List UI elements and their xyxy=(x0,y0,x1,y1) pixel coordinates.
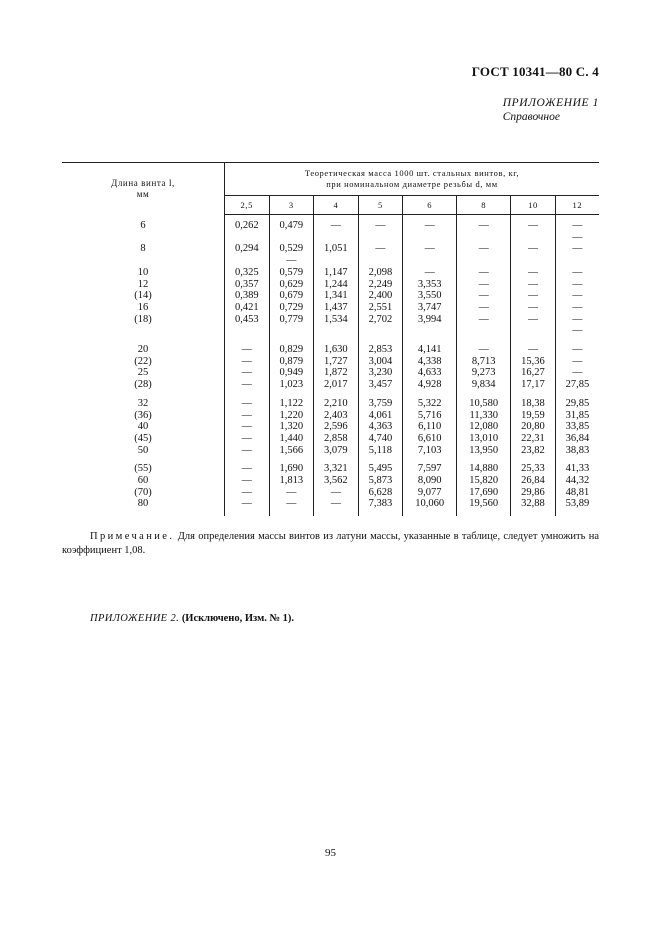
mass-cell: 8,713 xyxy=(457,356,511,368)
mass-cell: 4,633 xyxy=(403,367,457,379)
diameter-header-cell: 2,5 xyxy=(225,196,270,215)
mass-cell: 5,118 xyxy=(358,445,403,457)
mass-cell: 3,550 xyxy=(403,290,457,302)
mass-cell: 4,338 xyxy=(403,356,457,368)
mass-cell: — xyxy=(314,487,359,499)
mass-cell: — xyxy=(241,379,252,391)
mass-cell: — xyxy=(457,314,511,326)
mass-cell: 5,716 xyxy=(403,410,457,422)
table-row xyxy=(62,410,599,422)
diameter-header-cell: 5 xyxy=(358,196,403,215)
mass-cell: 2,210 xyxy=(314,398,359,410)
spacer-cell xyxy=(511,391,556,398)
mass-cell: 2,400 xyxy=(358,290,403,302)
mass-cell: 3,230 xyxy=(358,367,403,379)
mass-cell: — xyxy=(457,220,511,232)
mass-cell: 0,679 xyxy=(269,290,314,302)
mass-cell xyxy=(358,255,403,267)
mass-cell: 41,33 xyxy=(555,463,599,475)
mass-cell: — xyxy=(241,432,252,444)
mass-cell: 10,060 xyxy=(403,498,457,510)
length-cell: 80 xyxy=(62,498,225,510)
spacer-cell xyxy=(269,456,314,463)
mass-cell: 53,89 xyxy=(555,498,599,510)
length-cell: 10 xyxy=(62,267,225,279)
mass-table xyxy=(62,162,599,516)
mass-cell: — xyxy=(241,344,252,356)
spacer-cell xyxy=(269,391,314,398)
length-cell: 50 xyxy=(62,445,225,457)
mass-cell: — xyxy=(555,314,599,326)
mass-cell: — xyxy=(555,356,599,368)
spacer-cell xyxy=(269,337,314,344)
spacer-cell xyxy=(314,391,359,398)
mass-cell: 0,294 xyxy=(234,243,259,255)
length-cell xyxy=(62,232,225,244)
table-row xyxy=(62,367,599,379)
mass-cell: — xyxy=(511,344,556,356)
mass-cell: 0,949 xyxy=(269,367,314,379)
mass-cell xyxy=(269,325,314,337)
mass-cell: 0,529 xyxy=(269,243,314,255)
mass-cell: — xyxy=(403,267,457,279)
length-cell: 16 xyxy=(62,302,225,314)
spacer-cell xyxy=(358,391,403,398)
mass-cell: 32,88 xyxy=(511,498,556,510)
length-header xyxy=(62,163,225,215)
mass-cell: 33,85 xyxy=(555,421,599,433)
mass-cell: 19,59 xyxy=(511,410,556,422)
mass-header-line1: Теоретическая масса 1000 шт. стальных винтов, кг, xyxy=(304,168,520,178)
length-cell: (45) xyxy=(62,433,225,445)
appendix-2 xyxy=(90,613,294,624)
table-row xyxy=(62,325,599,337)
spacer-cell xyxy=(403,391,457,398)
appendix-2-text: (Исключено, Изм. № 1). xyxy=(181,613,295,624)
mass-cell: 1,023 xyxy=(269,379,314,391)
mass-table-body xyxy=(62,215,599,517)
mass-cell: 2,858 xyxy=(314,433,359,445)
spacer-cell xyxy=(555,510,599,516)
mass-cell: — xyxy=(241,486,252,498)
mass-cell: — xyxy=(241,397,252,409)
mass-cell: — xyxy=(555,267,599,279)
mass-cell xyxy=(555,255,599,267)
mass-cell: 6,610 xyxy=(403,433,457,445)
mass-cell: 1,147 xyxy=(314,267,359,279)
appendix-1-subtitle: Справочное xyxy=(502,111,560,123)
length-cell: 20 xyxy=(62,344,225,356)
mass-cell: 1,220 xyxy=(269,410,314,422)
mass-cell xyxy=(225,255,270,267)
mass-cell: 0,629 xyxy=(269,279,314,291)
mass-cell: 1,440 xyxy=(269,433,314,445)
length-cell: (22) xyxy=(62,356,225,368)
mass-cell: — xyxy=(555,279,599,291)
spacer-cell xyxy=(358,456,403,463)
mass-cell: — xyxy=(555,290,599,302)
mass-cell: — xyxy=(241,475,252,487)
spacer-cell xyxy=(314,510,359,516)
mass-cell xyxy=(511,232,556,244)
mass-cell: 12,080 xyxy=(457,421,511,433)
mass-cell: — xyxy=(269,255,314,267)
page-number: 95 xyxy=(325,847,336,859)
spacer-cell xyxy=(62,456,225,463)
appendix-1-title: ПРИЛОЖЕНИЕ 1 xyxy=(502,97,599,109)
mass-cell: 16,27 xyxy=(511,367,556,379)
mass-cell: 48,81 xyxy=(555,487,599,499)
table-row xyxy=(62,232,599,244)
spacer-cell xyxy=(403,510,457,516)
length-cell: 25 xyxy=(62,367,225,379)
mass-cell: — xyxy=(241,409,252,421)
table-row xyxy=(62,475,599,487)
mass-header-line2: при номинальном диаметре резьбы d, мм xyxy=(326,179,498,189)
note-text: Для определения массы винтов из латуни массы, указанные в таблице, следует умножить на коэффициент 1,08. xyxy=(62,531,600,556)
mass-cell: — xyxy=(555,325,599,337)
mass-cell: 7,597 xyxy=(403,463,457,475)
length-cell: 60 xyxy=(62,475,225,487)
mass-header xyxy=(225,163,600,196)
length-cell: 6 xyxy=(62,220,225,232)
mass-cell: 3,562 xyxy=(314,475,359,487)
table-row xyxy=(62,290,599,302)
mass-cell: — xyxy=(314,220,359,232)
mass-cell: — xyxy=(511,243,556,255)
mass-cell: — xyxy=(511,267,556,279)
mass-cell xyxy=(358,232,403,244)
mass-cell: 9,077 xyxy=(403,487,457,499)
mass-cell xyxy=(511,325,556,337)
mass-cell: 38,83 xyxy=(555,445,599,457)
spacer-cell xyxy=(457,510,511,516)
mass-cell: — xyxy=(457,267,511,279)
mass-cell: 4,061 xyxy=(358,410,403,422)
mass-cell: 10,580 xyxy=(457,398,511,410)
table-row xyxy=(62,433,599,445)
mass-cell: — xyxy=(555,344,599,356)
length-header-line1: Длина винта l, xyxy=(111,177,175,188)
mass-cell: 3,759 xyxy=(358,398,403,410)
mass-cell: 14,880 xyxy=(457,463,511,475)
mass-cell: — xyxy=(511,290,556,302)
mass-cell: 2,702 xyxy=(358,314,403,326)
spacer-cell xyxy=(358,337,403,344)
table-row xyxy=(62,279,599,291)
length-cell: (18) xyxy=(62,314,225,326)
mass-cell: 13,010 xyxy=(457,433,511,445)
mass-cell: 1,566 xyxy=(269,445,314,457)
mass-cell: 26,84 xyxy=(511,475,556,487)
spacer-cell xyxy=(225,391,270,398)
mass-cell xyxy=(358,325,403,337)
standard-header: ГОСТ 10341—80 С. 4 xyxy=(471,64,599,79)
diameter-header-cell: 3 xyxy=(269,196,314,215)
mass-cell: 2,403 xyxy=(314,410,359,422)
spacer-cell xyxy=(457,337,511,344)
mass-cell xyxy=(403,232,457,244)
spacer-cell xyxy=(225,337,270,344)
mass-cell xyxy=(269,232,314,244)
mass-cell: 18,38 xyxy=(511,398,556,410)
mass-cell: 0,357 xyxy=(234,278,259,290)
mass-cell: 5,322 xyxy=(403,398,457,410)
mass-cell: 4,363 xyxy=(358,421,403,433)
mass-cell: — xyxy=(555,367,599,379)
mass-cell: 20,80 xyxy=(511,421,556,433)
mass-cell: 6,110 xyxy=(403,421,457,433)
mass-cell: 22,31 xyxy=(511,433,556,445)
mass-cell: 3,004 xyxy=(358,356,403,368)
mass-cell: 31,85 xyxy=(555,410,599,422)
spacer-row xyxy=(62,510,599,516)
mass-cell: 0,262 xyxy=(234,220,259,231)
mass-cell: 19,560 xyxy=(457,498,511,510)
mass-cell: 0,453 xyxy=(234,313,259,325)
mass-cell: — xyxy=(457,279,511,291)
mass-cell: 0,579 xyxy=(269,267,314,279)
appendix-2-title: ПРИЛОЖЕНИЕ 2. xyxy=(90,613,180,624)
length-cell xyxy=(62,255,225,267)
table-row xyxy=(62,243,599,255)
note-label: Примечание. xyxy=(90,531,175,542)
mass-cell: — xyxy=(511,220,556,232)
mass-cell: — xyxy=(555,243,599,255)
spacer-cell xyxy=(62,391,225,398)
diameter-header-cell: 10 xyxy=(511,196,556,215)
mass-cell: 3,994 xyxy=(403,314,457,326)
table-row xyxy=(62,379,599,391)
mass-cell xyxy=(225,232,270,244)
table-row xyxy=(62,356,599,368)
mass-cell: 1,727 xyxy=(314,356,359,368)
table-row xyxy=(62,445,599,457)
length-cell: (28) xyxy=(62,379,225,391)
mass-cell: 2,596 xyxy=(314,421,359,433)
mass-cell: 7,103 xyxy=(403,445,457,457)
mass-cell: — xyxy=(269,487,314,499)
mass-cell: 9,273 xyxy=(457,367,511,379)
mass-cell: 1,872 xyxy=(314,367,359,379)
mass-cell: 1,341 xyxy=(314,290,359,302)
mass-cell: 1,534 xyxy=(314,314,359,326)
mass-cell: 13,950 xyxy=(457,445,511,457)
mass-cell xyxy=(511,255,556,267)
mass-cell: — xyxy=(403,243,457,255)
length-cell: (36) xyxy=(62,410,225,422)
table-row xyxy=(62,398,599,410)
spacer-cell xyxy=(269,510,314,516)
mass-cell: 0,421 xyxy=(234,301,259,313)
spacer-cell xyxy=(403,456,457,463)
mass-cell: 36,84 xyxy=(555,433,599,445)
mass-cell: 25,33 xyxy=(511,463,556,475)
mass-cell: — xyxy=(314,498,359,510)
diameter-header-cell: 4 xyxy=(314,196,359,215)
spacer-cell xyxy=(62,510,225,516)
table-note xyxy=(62,530,599,558)
length-cell: 12 xyxy=(62,279,225,291)
spacer-cell xyxy=(457,391,511,398)
mass-cell: 27,85 xyxy=(555,379,599,391)
mass-cell: — xyxy=(555,302,599,314)
length-cell: (14) xyxy=(62,290,225,302)
mass-cell: 0,879 xyxy=(269,356,314,368)
mass-cell: 29,85 xyxy=(555,398,599,410)
table-row xyxy=(62,463,599,475)
mass-cell: 9,834 xyxy=(457,379,511,391)
table-row xyxy=(62,421,599,433)
mass-cell: 0,829 xyxy=(269,344,314,356)
mass-cell xyxy=(314,325,359,337)
spacer-cell xyxy=(555,456,599,463)
length-header-line2: мм xyxy=(136,188,150,199)
mass-cell xyxy=(314,255,359,267)
mass-cell: 11,330 xyxy=(457,410,511,422)
mass-cell: — xyxy=(241,421,252,433)
mass-cell: 23,82 xyxy=(511,445,556,457)
mass-cell: 2,551 xyxy=(358,302,403,314)
spacer-cell xyxy=(225,510,270,516)
spacer-cell xyxy=(403,337,457,344)
mass-cell: — xyxy=(241,498,252,510)
mass-cell: 1,437 xyxy=(314,302,359,314)
mass-cell: 15,820 xyxy=(457,475,511,487)
spacer-cell xyxy=(225,456,270,463)
table-row xyxy=(62,314,599,326)
mass-cell xyxy=(403,325,457,337)
mass-cell xyxy=(403,255,457,267)
diameter-header-cell: 12 xyxy=(555,196,599,215)
mass-cell: 17,17 xyxy=(511,379,556,391)
mass-cell: — xyxy=(241,355,252,367)
mass-cell: — xyxy=(241,367,252,379)
mass-cell: 8,090 xyxy=(403,475,457,487)
mass-cell: 7,383 xyxy=(358,498,403,510)
mass-cell xyxy=(314,232,359,244)
mass-cell: 0,325 xyxy=(234,266,259,278)
mass-cell: — xyxy=(555,220,599,232)
mass-cell: 2,249 xyxy=(358,279,403,291)
length-cell: 32 xyxy=(62,398,225,410)
mass-cell xyxy=(457,232,511,244)
mass-cell: 1,051 xyxy=(314,243,359,255)
mass-cell: 3,321 xyxy=(314,463,359,475)
mass-cell: 4,928 xyxy=(403,379,457,391)
mass-cell: 5,873 xyxy=(358,475,403,487)
mass-cell xyxy=(457,255,511,267)
mass-cell: 1,630 xyxy=(314,344,359,356)
mass-cell xyxy=(225,325,270,337)
mass-cell xyxy=(457,325,511,337)
mass-cell: — xyxy=(358,243,403,255)
mass-cell: 1,813 xyxy=(269,475,314,487)
length-cell: (70) xyxy=(62,487,225,499)
mass-cell: — xyxy=(269,498,314,510)
mass-cell: 15,36 xyxy=(511,356,556,368)
mass-cell: — xyxy=(403,220,457,232)
mass-cell: — xyxy=(241,463,252,475)
mass-cell: — xyxy=(457,302,511,314)
mass-cell: 17,690 xyxy=(457,487,511,499)
mass-cell: 3,079 xyxy=(314,445,359,457)
spacer-row xyxy=(62,337,599,344)
table-row xyxy=(62,302,599,314)
mass-cell: 2,098 xyxy=(358,267,403,279)
mass-cell: — xyxy=(241,444,252,456)
mass-cell: — xyxy=(511,314,556,326)
table-row xyxy=(62,220,599,232)
table-row xyxy=(62,344,599,356)
mass-cell: — xyxy=(457,290,511,302)
mass-cell: 0,479 xyxy=(269,220,314,232)
spacer-cell xyxy=(314,456,359,463)
table-row xyxy=(62,255,599,267)
mass-cell: — xyxy=(457,243,511,255)
mass-cell: 29,86 xyxy=(511,487,556,499)
length-cell: 8 xyxy=(62,243,225,255)
length-cell: (55) xyxy=(62,463,225,475)
mass-cell: 44,32 xyxy=(555,475,599,487)
mass-cell: 1,320 xyxy=(269,421,314,433)
mass-cell: 2,017 xyxy=(314,379,359,391)
table-row xyxy=(62,487,599,499)
mass-cell: 1,690 xyxy=(269,463,314,475)
spacer-cell xyxy=(457,456,511,463)
mass-cell: — xyxy=(457,344,511,356)
length-cell xyxy=(62,325,225,337)
mass-cell: 5,495 xyxy=(358,463,403,475)
mass-cell: 0,729 xyxy=(269,302,314,314)
mass-cell: — xyxy=(358,220,403,232)
spacer-cell xyxy=(358,510,403,516)
spacer-cell xyxy=(511,510,556,516)
spacer-cell xyxy=(511,456,556,463)
table-row xyxy=(62,267,599,279)
mass-cell: — xyxy=(511,279,556,291)
mass-cell: 4,141 xyxy=(403,344,457,356)
mass-cell: — xyxy=(555,232,599,244)
mass-cell: 3,457 xyxy=(358,379,403,391)
mass-cell: 3,747 xyxy=(403,302,457,314)
spacer-cell xyxy=(511,337,556,344)
mass-cell: 3,353 xyxy=(403,279,457,291)
mass-cell: 6,628 xyxy=(358,487,403,499)
spacer-row xyxy=(62,391,599,398)
mass-cell: 2,853 xyxy=(358,344,403,356)
appendix-1-heading xyxy=(503,96,599,124)
mass-cell: 1,244 xyxy=(314,279,359,291)
mass-cell: 4,740 xyxy=(358,433,403,445)
mass-cell: 1,122 xyxy=(269,398,314,410)
mass-cell: 0,779 xyxy=(269,314,314,326)
length-cell: 40 xyxy=(62,421,225,433)
spacer-cell xyxy=(555,337,599,344)
table-row xyxy=(62,498,599,510)
mass-cell: — xyxy=(511,302,556,314)
spacer-cell xyxy=(314,337,359,344)
diameter-header-cell: 8 xyxy=(457,196,511,215)
spacer-cell xyxy=(555,391,599,398)
spacer-cell xyxy=(62,337,225,344)
mass-cell: 0,389 xyxy=(234,290,259,302)
spacer-row xyxy=(62,456,599,463)
diameter-header-cell: 6 xyxy=(403,196,457,215)
